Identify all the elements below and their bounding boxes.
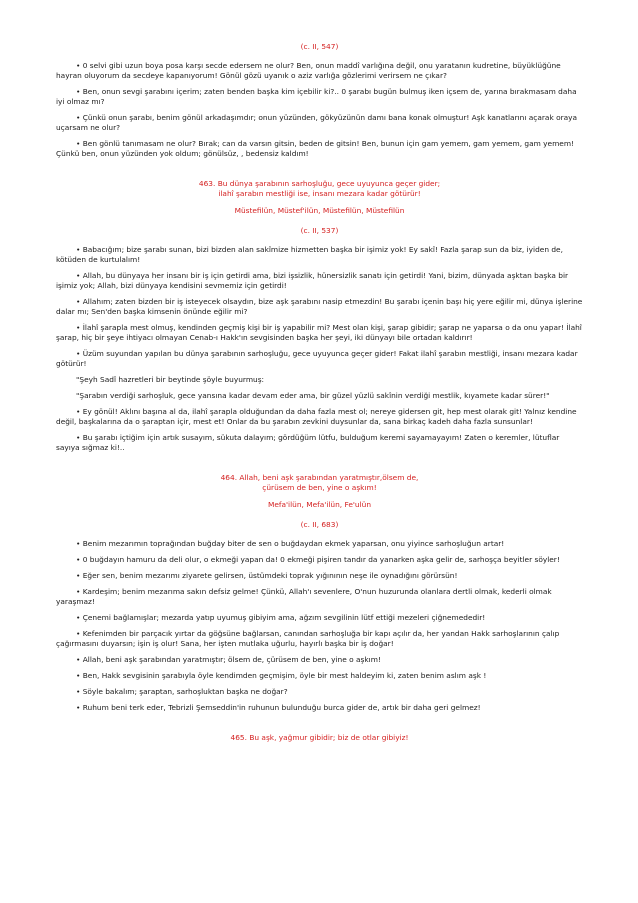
paragraph: "Şeyh Sadî hazretleri bir beytinde şöyle buyurmuş: — [76, 375, 265, 384]
section-464-title-line2: çürüsem de ben, yine o aşkım! — [262, 483, 377, 492]
paragraph: • Söyle bakalım; şaraptan, sarhoşluktan başka ne doğar? — [76, 687, 288, 696]
section-464-title — [56, 473, 583, 493]
paragraph: • Ben, Hakk sevgisinin şarabıyla öyle kendimden geçmişim, öyle bir mest haldeyim ki, zaten benim aslım aşk ! — [76, 671, 487, 680]
paragraph: • Ey gönül! Aklını başına al da, ilahî şarapla olduğundan da daha fazla mest ol; nereye gidersen git, hep mest olarak git! Yalnız kendine değil, başkalarına da o şaraptan içir, mest et! Onlar da bu şarabın zevkini duysunlar da, sana birkaç kadeh daha fazla sunsunlar! — [56, 407, 577, 426]
paragraph: • Benim mezarımın toprağından buğday biter de sen o buğdaydan ekmek yaparsan, onu yiyince sarhoşluğun artar! — [76, 539, 505, 548]
paragraph: • Ben, onun sevgi şarabını içerim; zaten benden başka kim içebilir ki?.. 0 şarabı bugün bulmuş iken içsem de, yarına bırakmasam daha iyi olmaz mı? — [56, 87, 577, 106]
paragraph: • 0 selvi gibi uzun boya posa karşı secde edersem ne olur? Ben, onun maddî varlığına değil, onu yaratanın kudretine, büyüklüğüne hayran oluyorum da secdeye kapanıyorum! Gönül gözü uyanık o aziz varlığa gözlerimi verirsem ne çıkar? — [56, 61, 561, 80]
section-463-title-line1: 463. Bu dünya şarabının sarhoşluğu, gece uyuyunca geçer gider; — [198, 179, 441, 188]
paragraph: • Üzüm suyundan yapılan bu dünya şarabının sarhoşluğu, gece uyuyunca geçer gider! Fakat ilahî şarabın mestliği, insanı mezara kadar götürür! — [56, 349, 578, 368]
section-464-reference: (c. II, 683) — [300, 520, 339, 529]
section-464-meter: Mefa'ilün, Mefa'ilün, Fe'ulün — [267, 500, 372, 509]
paragraph: • Allah, bu dünyaya her insanı bir iş için getirdi ama, bizi işsizlik, hünersizlik sanatı için getirdi! Yani, bizim, dünyada aşktan başka bir işimiz yok; Allah, bizi dünyaya kendisini sevmemiz için getirdi! — [56, 271, 569, 290]
section-463-meter: Müstefilün, Müstef'ilün, Müstefilün, Müstefilün — [234, 206, 405, 215]
paragraph: • Allahım; zaten bizden bir iş isteyecek olsaydın, bize aşk şarabını nasip etmezdin! Bu şarabı içenin başı hiç yere eğilir mi, dünya işlerine dalar mı; Sen'den başka kimsenin önünde eğilir mi? — [56, 297, 583, 316]
paragraph: "Şarabın verdiği sarhoşluk, gece yansına kadar devam eder ama, bir güzel yüzlü sakînin verdiği mestlik, kıyamete kadar sürer!" — [76, 391, 550, 400]
paragraph: • Ben gönlü tanımasam ne olur? Bırak; can da varsın gitsin, beden de gitsin! Ben, bunun için gam yemem, gam yemem, gam yemem! Çünkü ben, onun yüzünden yok oldum; gönülsüz, , bedensiz kaldım! — [56, 139, 575, 158]
paragraph: • Allah, beni aşk şarabından yaratmıştır; ölsem de, çürüsem de ben, yine o aşkım! — [76, 655, 381, 664]
paragraph: • Eğer sen, benim mezarımı ziyarete gelirsen, üstümdeki toprak yığınının neşe ile oynadığını görürsün! — [76, 571, 458, 580]
paragraph: • Kefenimden bir parçacık yırtar da göğsüne bağlarsan, canından sarhoşluğa bir kapı açılır da, her yandan Hakk sarhoşlarının çalıp çağırmasını duyarsın; işin iş olur! Sana, her işten mutlaka uğurlu, hayırlı başka bir iş doğar! — [56, 629, 560, 648]
paragraphs-547 — [56, 61, 583, 159]
section-463-title-line2: ilahî şarabın mestliği ise, insanı mezara kadar götürür! — [218, 189, 421, 198]
paragraph: • Ruhum beni terk eder, Tebrizli Şemseddin'in ruhunun bulunduğu burca gider de, artık bir daha geri gelmez! — [76, 703, 481, 712]
paragraph: • 0 buğdayın hamuru da deli olur, o ekmeği yapan da! 0 ekmeği pişiren tandır da yanarken aşka gelir de, sarhoşça beyitler söyler! — [76, 555, 560, 564]
section-463-reference: (c. II, 537) — [300, 226, 339, 235]
paragraph: • İlahî şarapla mest olmuş, kendinden geçmiş kişi bir iş yapabilir mi? Mest olan kişi, şarap gibidir; şarap ne yaparsa o da onu yapar! İlahî şarap, hiç bir şeye ihtiyacı olmayan Cenab-ı Hakk'ın sevgisinden başka her şeyi, iki dünyayı bile ortadan kaldırır! — [56, 323, 582, 342]
section-464-paragraphs — [56, 539, 583, 713]
section-463-paragraphs — [56, 245, 583, 453]
section-465-title: 465. Bu aşk, yağmur gibidir; biz de otlar gibiyiz! — [230, 733, 409, 742]
section-464-title-line1: 464. Allah, beni aşk şarabından yaratmıştır,ölsem de, — [220, 473, 419, 482]
section-463-title — [56, 179, 583, 199]
paragraph: • Bu şarabı içtiğim için artık susayım, sükuta dalayım; gördüğüm lütfu, bulduğum keremi sayamayayım! Zaten o keremler, lütuflar sayıya sığmaz ki!.. — [56, 433, 560, 452]
reference-547: (c. II, 547) — [300, 42, 339, 51]
paragraph: • Babacığım; bize şarabı sunan, bizi bizden alan sakîmize hizmetten başka bir işimiz yok! Ey sakî! Fazla şarap sun da biz, iyiden de, kötüden de kurtulalım! — [56, 245, 563, 264]
paragraph: • Kardeşim; benim mezarıma sakın defsiz gelme! Çünkü, Allah'ı sevenlere, O'nun huzurunda olanlara dertli olmak, kederli olmak yaraşmaz! — [56, 587, 552, 606]
paragraph: • Çenemi bağlamışlar; mezarda yatıp uyumuş gibiyim ama, ağzım sevgilinin lütf ettiği mezeleri çiğnemededir! — [76, 613, 486, 622]
paragraph: • Çünkü onun şarabı, benim gönül arkadaşımdır; onun yüzünden, gökyüzünün damı bana konak olmuştur! Aşk kanatlarını açarak oraya uçarsam ne olur? — [56, 113, 578, 132]
